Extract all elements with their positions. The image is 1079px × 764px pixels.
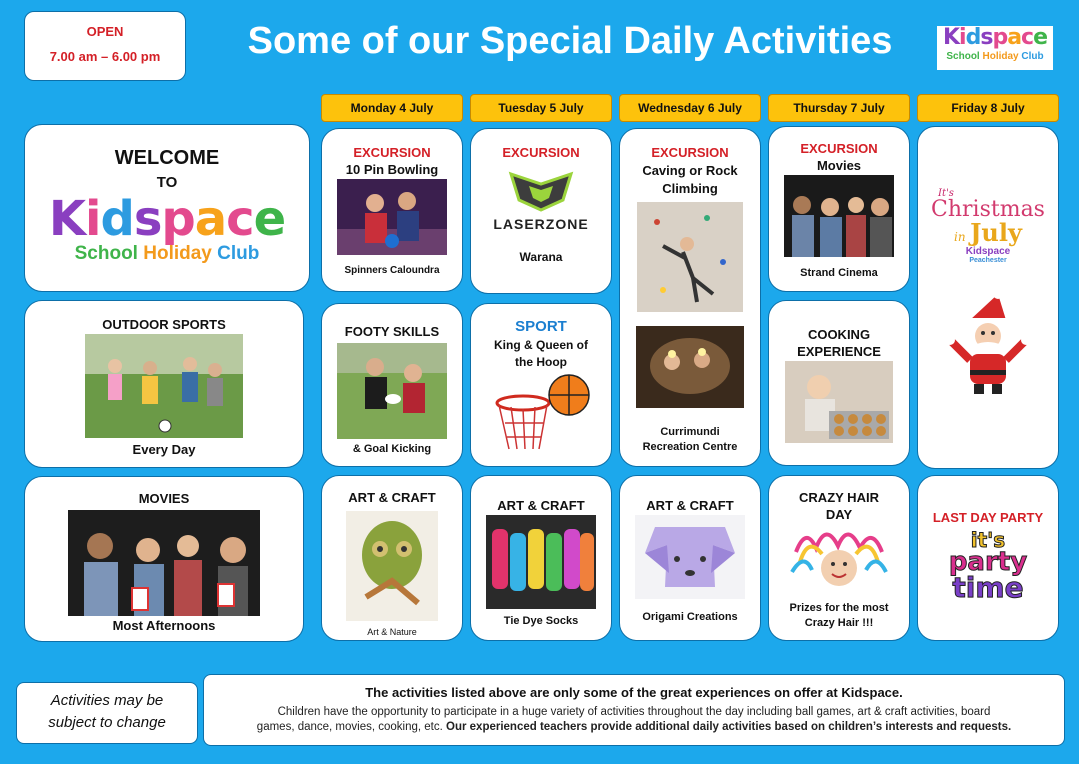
thursday-crazy-hair-title-2: DAY [825, 507, 853, 522]
monday-art-caption: Art & Nature [367, 627, 417, 637]
xmas-in: in [954, 230, 966, 244]
monday-footy-card [321, 303, 463, 467]
footer-heading: The activities listed above are only some of the great experiences on offer at Kidspace. [365, 685, 903, 700]
leaf-owl-art-photo [346, 511, 438, 621]
thursday-crazy-hair-caption-1: Prizes for the most [789, 602, 889, 614]
welcome-heading: WELCOME [114, 147, 220, 169]
tuesday-sport-title: King & Queen of the Hoop [494, 338, 588, 369]
tuesday-sport-card [470, 303, 612, 467]
monday-excursion-card [321, 128, 463, 292]
wednesday-excursion-label: EXCURSION [651, 145, 729, 160]
page-title: Some of our Special Daily Activities [247, 20, 893, 62]
footy-photo [337, 343, 447, 439]
monday-art-title: ART & CRAFT [348, 490, 436, 505]
friday-christmas-card [917, 126, 1059, 469]
party-time-logo [918, 528, 1058, 604]
wednesday-art-title: ART & CRAFT [646, 498, 734, 513]
welcome-to: TO [156, 174, 178, 191]
soccer-kids-photo [85, 334, 243, 438]
change-notice-box [16, 682, 198, 744]
xmas-its: It's [938, 188, 954, 199]
christmas-in-july-logo [918, 189, 1058, 264]
thursday-excursion-card [768, 126, 910, 292]
footer-line-1: Children have the opportunity to participate in a huge variety of activities throughout the day including ball games, art & craft activities, board [277, 706, 991, 718]
movies-title: MOVIES [138, 491, 190, 506]
thursday-crazy-hair-caption-2: Crazy Hair !!! [804, 617, 874, 629]
tuesday-excursion-caption: Warana [519, 250, 563, 264]
thursday-excursion-title: Movies [816, 158, 862, 173]
day-tab-friday: Friday 8 July [917, 94, 1059, 122]
wednesday-excursion-title: Caving or Rock Climbing [642, 163, 738, 196]
laserzone-logo-icon [501, 170, 581, 214]
thursday-crazy-hair-card [768, 475, 910, 641]
cinema-kids-photo [784, 175, 894, 257]
tuesday-art-card [470, 475, 612, 641]
xmas-july: July [970, 218, 1022, 247]
crazy-hair-photo [786, 522, 892, 596]
rock-climbing-photo [637, 202, 743, 312]
outdoor-sports-caption: Every Day [132, 442, 196, 457]
wednesday-excursion-caption-1: Currimundi [660, 426, 720, 438]
tuesday-excursion-card [470, 128, 612, 294]
welcome-logo-sub: School Holiday Club [74, 243, 260, 264]
party-its: it's [970, 528, 1006, 552]
day-tab-wednesday: Wednesday 6 July [619, 94, 761, 122]
monday-art-card [321, 475, 463, 641]
change-notice-line-2: subject to change [48, 714, 166, 731]
cooking-photo [785, 361, 893, 443]
thursday-cooking-card [768, 300, 910, 466]
monday-excursion-label: EXCURSION [353, 145, 431, 160]
thursday-cooking-title-2: EXPERIENCE [797, 344, 881, 359]
outdoor-sports-card [24, 300, 304, 468]
movies-card [24, 476, 304, 642]
xmas-brand: Kidspace [965, 246, 1011, 257]
wednesday-excursion-card [619, 128, 761, 467]
santa-icon [940, 290, 1036, 396]
day-tab-tuesday: Tuesday 5 July [470, 94, 612, 122]
monday-footy-title: FOOTY SKILLS [344, 324, 440, 339]
tuesday-art-title: ART & CRAFT [497, 498, 585, 513]
welcome-card [24, 124, 310, 292]
footer-line-2-bold: Our experienced teachers provide additional daily activities based on children’s interests and requests. [446, 721, 1012, 733]
friday-party-title: LAST DAY PARTY [932, 510, 1044, 525]
open-label: OPEN [86, 24, 124, 39]
party-party: party [948, 547, 1028, 577]
movies-caption: Most Afternoons [112, 618, 216, 633]
bowling-photo [337, 179, 447, 255]
opening-hours-box [24, 11, 186, 81]
monday-footy-caption: & Goal Kicking [352, 443, 432, 455]
day-tab-monday: Monday 4 July [321, 94, 463, 122]
welcome-logo: Kidspace [48, 191, 286, 247]
caving-photo [636, 326, 744, 408]
monday-excursion-title: 10 Pin Bowling [345, 162, 439, 177]
movie-kids-photo [68, 510, 260, 616]
party-time: time [952, 570, 1024, 604]
wednesday-art-card [619, 475, 761, 641]
footer-info-box [203, 674, 1065, 746]
tuesday-sport-label: SPORT [515, 318, 567, 335]
wednesday-excursion-caption-2: Recreation Centre [642, 441, 738, 453]
tie-dye-socks-photo [486, 515, 596, 609]
outdoor-sports-title: OUTDOOR SPORTS [102, 317, 226, 332]
tuesday-excursion-label: EXCURSION [502, 145, 580, 160]
tuesday-art-caption: Tie Dye Socks [503, 615, 579, 627]
day-tab-thursday: Thursday 7 July [768, 94, 910, 122]
thursday-crazy-hair-title-1: CRAZY HAIR [799, 490, 879, 505]
footer-line-2-plain: games, dance, movies, cooking, etc. [256, 721, 443, 733]
laserzone-wordmark: LASERZONE [493, 216, 589, 232]
origami-dog-photo [635, 515, 745, 599]
xmas-location: Peachester [969, 257, 1007, 264]
friday-party-card [917, 475, 1059, 641]
wednesday-art-caption: Origami Creations [642, 611, 738, 623]
thursday-cooking-title-1: COOKING [807, 327, 871, 342]
monday-excursion-caption: Spinners Caloundra [344, 265, 440, 276]
basketball-hoop-icon [483, 373, 599, 455]
thursday-excursion-caption: Strand Cinema [800, 267, 878, 279]
xmas-christmas: Christmas [931, 197, 1045, 222]
change-notice-line-1: Activities may be [50, 692, 164, 709]
kidspace-logo: Kidspace School Holiday Club [937, 26, 1053, 70]
open-hours: 7.00 am – 6.00 pm [49, 49, 161, 64]
thursday-excursion-label: EXCURSION [800, 141, 878, 156]
